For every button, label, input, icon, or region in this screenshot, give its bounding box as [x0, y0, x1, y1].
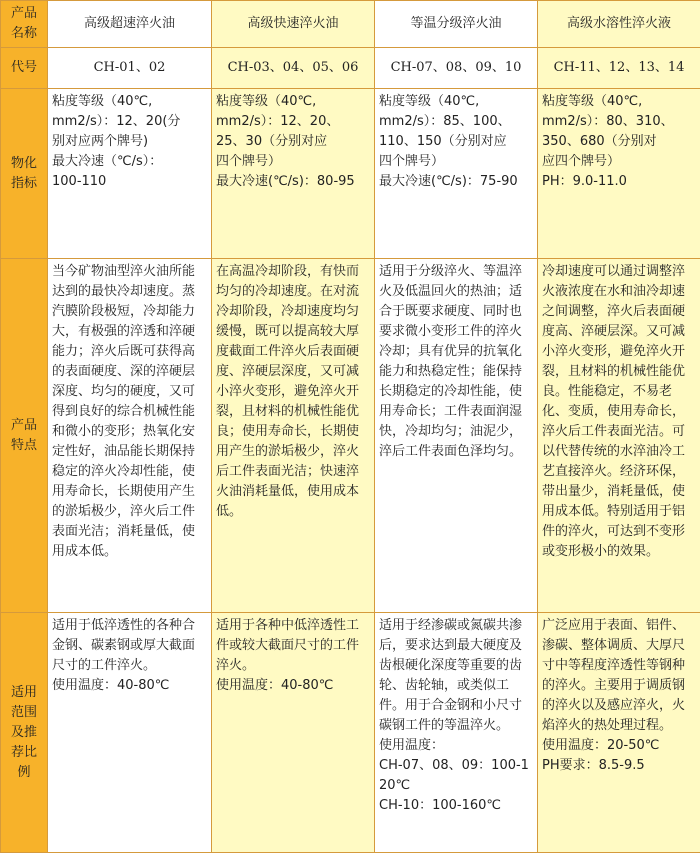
scope-cell-4: 广泛应用于表面、铝件、渗碳、整体调质、大厚尺寸中等程度淬透性等钢种的淬火。主要用于调质钢的淬火以及感应淬火，火焰淬火的热处理过程。 使用温度：20-50℃ PH要求：8.5-9.5 — [538, 613, 700, 853]
label-scope: 适用 范围 及推 荐比 例 — [1, 613, 48, 853]
row-physical-properties — [1, 89, 700, 259]
props-cell-1: 粘度等级（40℃, mm2/s）：12、20(分 别对应两个牌号) 最大冷速（℃/s）： 100-110 — [48, 89, 212, 259]
row-code — [1, 48, 700, 89]
props-cell-4: 粘度等级（40℃, mm2/s）：80、310、 350、680（分别对 应四个牌号） PH：9.0-11.0 — [538, 89, 700, 259]
scope-cell-2: 适用于各种中低淬透性工件或较大截面尺寸的工件淬火。 使用温度：40-80℃ — [212, 613, 375, 853]
label-physical-properties: 物化 指标 — [1, 89, 48, 259]
scope-cell-1: 适用于低淬透性的各种合金钢、碳素钢或厚大截面尺寸的工件淬火。 使用温度：40-80℃ — [48, 613, 212, 853]
product-name-2: 高级快速淬火油 — [212, 1, 375, 48]
product-code-2: CH-03、04、05、06 — [212, 48, 375, 89]
product-code-1: CH-01、02 — [48, 48, 212, 89]
features-cell-2: 在高温冷却阶段，有快而均匀的冷却速度。在对流冷却阶段，冷却速度均匀缓慢，既可以提高较大厚度截面工件淬火后表面硬度、淬硬层深度，又可减小淬火变形，避免淬火开裂，且材料的机械性能优良；使用寿命长，长期使用产生的淤垢极少，淬火后工件表面光洁；快速淬火油消耗量低，使用成本低。 — [212, 259, 375, 613]
product-name-4: 高级水溶性淬火液 — [538, 1, 700, 48]
features-cell-4: 冷却速度可以通过调整淬火液浓度在水和油冷却速之间调整，淬火后表面硬度高、淬硬层深。又可减小淬火变形，避免淬火开裂，且材料的机械性能优良。性能稳定，不易老化、变质，使用寿命长，淬火后工件表面光洁。可以代替传统的水淬油冷工艺直接淬火。经济环保，带出量少，消耗量低，使用成本低。特别适用于铝件的淬火，可达到不变形或变形极小的效果。 — [538, 259, 700, 613]
features-cell-3: 适用于分级淬火、等温淬火及低温回火的热油；适合于既要求硬度、同时也要求微小变形工件的淬火冷却；具有优异的抗氧化能力和热稳定性；能保持长期稳定的冷却性能，使用寿命长；工件表面润湿快，冷却均匀；油泥少，淬后工件表面色泽均匀。 — [375, 259, 538, 613]
label-product-name: 产品 名称 — [1, 1, 48, 48]
row-scope — [1, 613, 700, 853]
product-code-4: CH-11、12、13、14 — [538, 48, 700, 89]
label-code: 代号 — [1, 48, 48, 89]
label-features: 产品 特点 — [1, 259, 48, 613]
row-features — [1, 259, 700, 613]
product-name-3: 等温分级淬火油 — [375, 1, 538, 48]
props-cell-3: 粘度等级（40℃, mm2/s）：85、100、 110、150（分别对应 四个牌号） 最大冷速(℃/s)：75-90 — [375, 89, 538, 259]
product-code-3: CH-07、08、09、10 — [375, 48, 538, 89]
scope-cell-3: 适用于经渗碳或氮碳共渗后，要求达到最大硬度及齿根硬化深度等重要的齿轮、齿轮轴，或类似工件。用于合金钢和小尺寸碳钢工件的等温淬火。 使用温度： CH-07、08、09：100-120℃ CH-10：100-160℃ — [375, 613, 538, 853]
features-cell-1: 当今矿物油型淬火油所能达到的最快冷却速度。蒸汽膜阶段极短，冷却能力大，有极强的淬透和淬硬能力；淬火后既可获得高的表面硬度、深的淬硬层深度、均匀的硬度，又可得到良好的综合机械性能和微小的变形；热氧化安定性好，油品能长期保持稳定的淬火冷却性能，使用寿命长，长期使用产生的淤垢极少，淬火后工件表面光洁；消耗量低，使用成本低。 — [48, 259, 212, 613]
row-product-name — [1, 1, 700, 48]
props-cell-2: 粘度等级（40℃, mm2/s）：12、20、 25、30（分别对应 四个牌号） 最大冷速(℃/s)：80-95 — [212, 89, 375, 259]
product-name-1: 高级超速淬火油 — [48, 1, 212, 48]
